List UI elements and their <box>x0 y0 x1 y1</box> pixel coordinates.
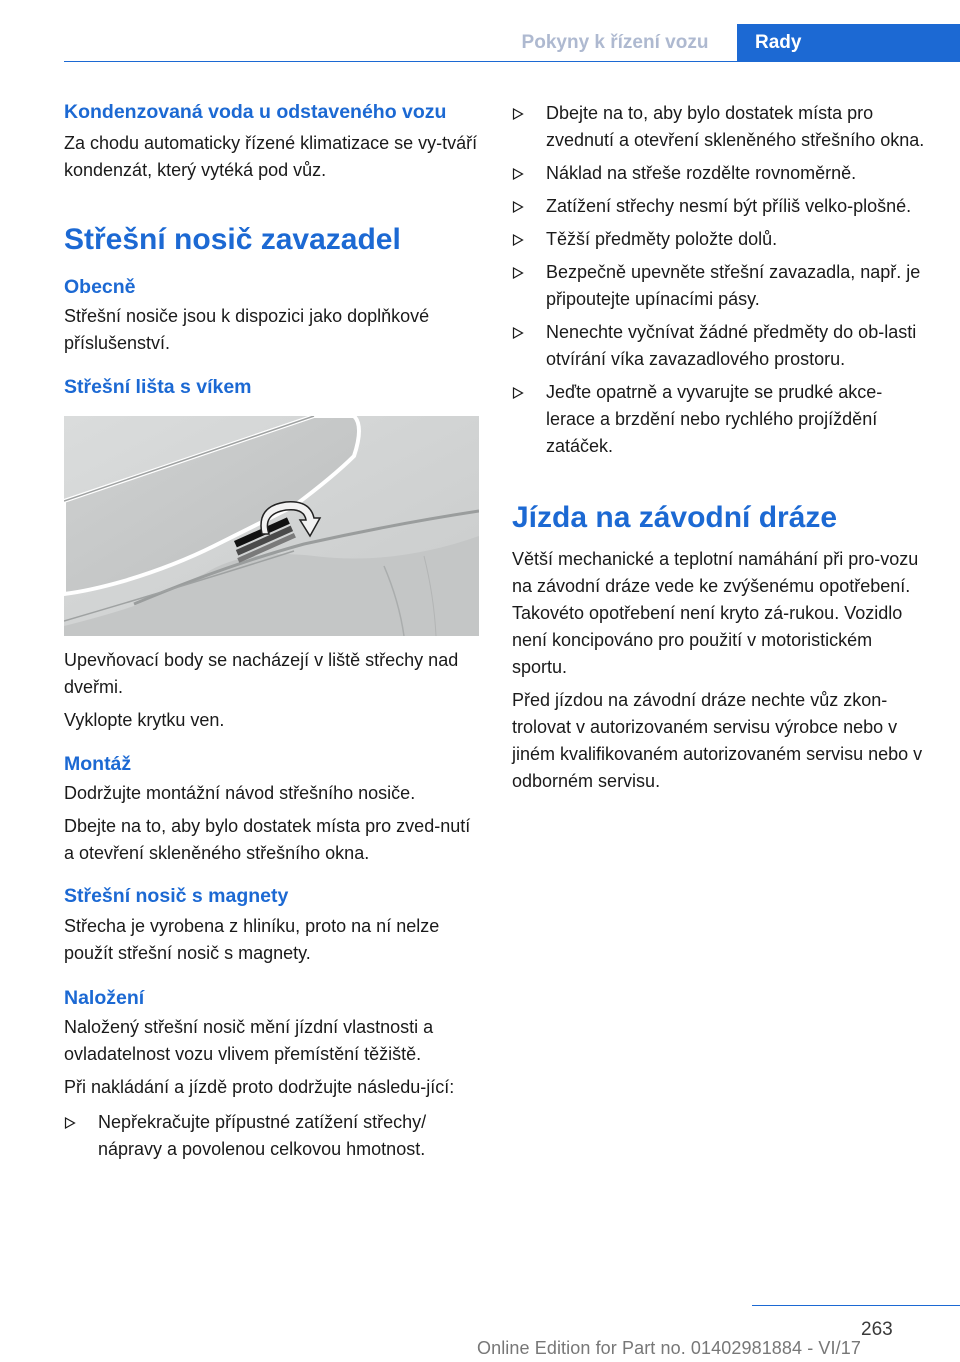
right-column <box>512 100 930 795</box>
loading-heading: Naložení <box>64 987 145 1009</box>
race-track-text-1: Větší mechanické a teplotní namáhání při pro-vozu na závodní dráze vede ke zvýšenému opotřebení. Takovéto opotřebení není kryto zá-rukou. Vozidlo není koncipováno pro použití v motoristickém sportu. <box>512 549 919 677</box>
bullet-text: Bezpečně upevněte střešní zavazadla, např. je připoutejte upínacími pásy. <box>546 262 921 309</box>
load-rules-list <box>512 100 930 460</box>
triangle-bullet-icon <box>512 168 524 180</box>
general-heading: Obecně <box>64 276 136 298</box>
triangle-bullet-icon <box>512 387 524 399</box>
race-track-text-2: Před jízdou na závodní dráze nechte vůz zkon-trolovat v autorizovaném servisu výrobce nebo v jiném kvalifikovaném autorizovaném servisu nebo v odborném servisu. <box>512 690 923 791</box>
magnet-text: Střecha je vyrobena z hliníku, proto na ní nelze použít střešní nosič s magnety. <box>64 916 440 963</box>
list-item <box>512 319 930 373</box>
loading-text-2: Při nakládání a jízdě proto dodržujte následu-jící: <box>64 1077 455 1097</box>
header-tab-rady[interactable]: Rady <box>737 24 960 62</box>
condensate-heading: Kondenzovaná voda u odstaveného vozu <box>64 101 447 123</box>
magnet-heading: Střešní nosič s magnety <box>64 885 289 907</box>
roof-rail-figure <box>64 416 479 636</box>
triangle-bullet-icon <box>512 201 524 213</box>
race-track-title: Jízda na závodní dráze <box>512 501 838 534</box>
list-item <box>512 193 930 220</box>
bullet-text: Dbejte na to, aby bylo dostatek místa pro zvednutí a otevření skleněného střešního okna. <box>546 103 925 150</box>
bullet-text: Nepřekračujte přípustné zatížení střechy/ nápravy a povolenou celkovou hmotnost. <box>98 1112 427 1159</box>
triangle-bullet-icon <box>512 234 524 246</box>
condensate-text: Za chodu automaticky řízené klimatizace se vy-tváří kondenzát, který vytéká pod vůz. <box>64 133 478 180</box>
bullet-text: Nenechte vyčnívat žádné předměty do ob-lasti otvírání víka zavazadlového prostoru. <box>546 322 917 369</box>
footer-rule <box>752 1305 960 1306</box>
general-text: Střešní nosiče jsou k dispozici jako doplňkové příslušenství. <box>64 306 430 353</box>
roof-rack-title: Střešní nosič zavazadel <box>64 223 401 256</box>
mount-text-2: Dbejte na to, aby bylo dostatek místa pro zved-nutí a otevření skleněného střešního okna. <box>64 816 471 863</box>
rail-caption: Upevňovací body se nacházejí v liště střechy nad dveřmi. <box>64 650 459 697</box>
left-column <box>64 100 479 1163</box>
header-rule <box>64 61 960 62</box>
page-header <box>0 24 960 62</box>
rail-fold-text: Vyklopte krytku ven. <box>64 710 225 730</box>
loading-bullet-list <box>64 1109 479 1163</box>
edition-footer: Online Edition for Part no. 01402981884 - VI/17 <box>477 1338 861 1358</box>
list-item <box>512 100 930 154</box>
list-item <box>512 379 930 460</box>
triangle-bullet-icon <box>512 267 524 279</box>
triangle-bullet-icon <box>512 327 524 339</box>
triangle-bullet-icon <box>512 108 524 120</box>
mount-text-1: Dodržujte montážní návod střešního nosiče. <box>64 783 416 803</box>
mount-heading: Montáž <box>64 753 132 775</box>
bullet-text: Těžší předměty položte dolů. <box>546 229 778 249</box>
bullet-text: Jeďte opatrně a vyvarujte se prudké akce-lerace a brzdění nebo rychlého projíždění zatáček. <box>546 382 883 456</box>
bullet-text: Náklad na střeše rozdělte rovnoměrně. <box>546 163 857 183</box>
rail-heading: Střešní lišta s víkem <box>64 376 252 398</box>
header-section-title[interactable]: Pokyny k řízení vozu <box>521 32 709 53</box>
triangle-bullet-icon <box>64 1117 76 1129</box>
list-item <box>64 1109 479 1163</box>
bullet-text: Zatížení střechy nesmí být příliš velko-plošné. <box>546 196 912 216</box>
list-item <box>512 226 930 253</box>
list-item <box>512 160 930 187</box>
page-number: 263 <box>861 1319 893 1340</box>
loading-text-1: Naložený střešní nosič mění jízdní vlastnosti a ovladatelnost vozu vlivem přemístění těžiště. <box>64 1017 434 1064</box>
list-item <box>512 259 930 313</box>
